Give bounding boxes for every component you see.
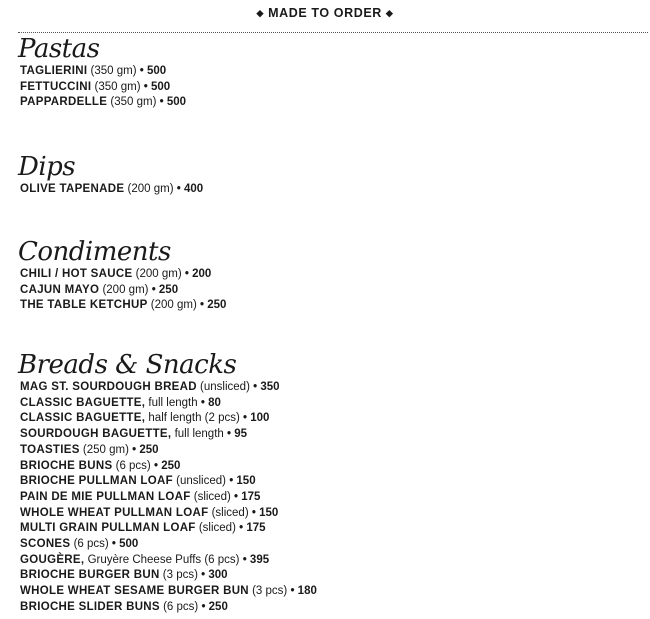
item-detail: (unsliced)	[196, 381, 254, 393]
item-list	[18, 267, 226, 314]
item-price: • 95	[227, 428, 248, 441]
menu-item	[20, 568, 317, 584]
item-list	[18, 182, 203, 198]
menu-item	[20, 283, 226, 299]
item-name: CAJUN MAYO	[20, 283, 100, 296]
item-price: • 250	[201, 600, 228, 613]
section-title: Pastas	[18, 34, 100, 64]
item-name: TAGLIERINI	[20, 65, 88, 77]
menu-item	[20, 474, 317, 490]
item-detail: (350 gm)	[87, 65, 140, 77]
item-price: • 200	[184, 268, 212, 280]
section-title: Breads & Snacks	[18, 350, 237, 380]
item-name: BRIOCHE BUNS	[20, 459, 113, 472]
item-detail: (sliced)	[208, 506, 252, 519]
item-detail: (200 gm)	[147, 299, 200, 312]
item-price: • 150	[229, 475, 256, 488]
item-price: • 150	[251, 506, 279, 519]
item-name: CHILI / HOT SAUCE	[20, 268, 133, 280]
diamond-right-icon: ◆	[385, 8, 394, 18]
item-price: • 350	[253, 381, 280, 393]
item-detail: half length (2 pcs)	[145, 412, 244, 425]
item-price: • 500	[143, 80, 171, 93]
item-price: • 250	[199, 299, 227, 312]
menu-item	[20, 80, 186, 96]
section-dips	[18, 152, 203, 198]
menu-item	[20, 459, 317, 475]
item-name: THE TABLE KETCHUP	[20, 299, 148, 312]
item-detail: (350 gm)	[107, 96, 160, 109]
item-detail: (3 pcs)	[248, 585, 291, 598]
menu-item	[20, 553, 317, 569]
item-price: • 250	[151, 283, 179, 296]
section-condiments	[18, 237, 226, 314]
item-name: BRIOCHE SLIDER BUNS	[20, 600, 160, 613]
menu-item	[20, 490, 317, 506]
section-pastas	[18, 34, 186, 111]
item-detail: (350 gm)	[91, 80, 144, 93]
menu-item	[20, 521, 317, 537]
item-name: WHOLE WHEAT SESAME BURGER BUN	[20, 585, 249, 598]
item-price: • 180	[290, 585, 317, 598]
menu-item	[20, 584, 317, 600]
item-detail: (6 pcs)	[159, 600, 202, 613]
item-detail: (250 gm)	[79, 443, 133, 456]
item-list	[18, 64, 186, 111]
item-detail: (sliced)	[195, 522, 240, 535]
item-name: FETTUCCINI	[20, 80, 92, 93]
item-detail: Gruyère Cheese Puffs (6 pcs)	[84, 553, 243, 566]
item-price: • 175	[239, 522, 266, 535]
menu-item	[20, 298, 226, 314]
item-name: TOASTIES	[20, 443, 80, 456]
section-breads-and-snacks	[18, 350, 317, 616]
item-name: MAG ST. SOURDOUGH BREAD	[20, 381, 197, 393]
item-name: GOUGÈRE,	[20, 553, 85, 566]
item-price: • 395	[242, 553, 270, 566]
item-name: SOURDOUGH BAGUETTE,	[20, 428, 172, 441]
item-detail: full length	[171, 428, 227, 441]
item-name: PAIN DE MIE PULLMAN LOAF	[20, 490, 191, 503]
menu-item	[20, 267, 226, 283]
menu-item	[20, 443, 317, 459]
item-detail: (sliced)	[190, 490, 234, 503]
item-name: OLIVE TAPENADE	[20, 183, 125, 195]
section-title: Dips	[18, 152, 76, 182]
item-name: CLASSIC BAGUETTE,	[20, 396, 146, 409]
item-name: BRIOCHE PULLMAN LOAF	[20, 475, 173, 488]
item-price: • 500	[139, 65, 167, 77]
item-price: • 250	[132, 443, 159, 456]
menu-item	[20, 396, 317, 412]
item-price: • 175	[234, 490, 261, 503]
item-name: BRIOCHE BURGER BUN	[20, 569, 160, 582]
menu-item	[20, 182, 203, 198]
menu-item	[20, 95, 186, 111]
item-name: PAPPARDELLE	[20, 96, 108, 109]
item-name: SCONES	[20, 538, 71, 551]
item-detail: (200 gm)	[99, 283, 152, 296]
item-price: • 500	[159, 96, 187, 109]
menu-item	[20, 411, 317, 427]
item-price: • 250	[153, 459, 181, 472]
item-name: CLASSIC BAGUETTE,	[20, 412, 146, 425]
item-detail: (6 pcs)	[70, 538, 112, 551]
item-detail: full length	[145, 396, 201, 409]
item-name: MULTI GRAIN PULLMAN LOAF	[20, 522, 196, 535]
section-title: Condiments	[18, 237, 171, 267]
item-price: • 300	[201, 569, 228, 582]
item-name: WHOLE WHEAT PULLMAN LOAF	[20, 506, 209, 519]
menu-item	[20, 64, 186, 80]
menu-item	[20, 427, 317, 443]
item-price: • 400	[176, 183, 204, 195]
diamond-left-icon: ◆	[256, 8, 265, 18]
item-price: • 80	[200, 396, 221, 409]
header-title: MADE TO ORDER	[268, 6, 382, 20]
item-detail: (200 gm)	[132, 268, 185, 280]
menu-item	[20, 537, 317, 553]
menu-item	[20, 380, 317, 396]
dotted-divider	[18, 32, 648, 33]
menu-header	[0, 6, 650, 20]
item-list	[18, 380, 317, 616]
item-price: • 100	[243, 412, 270, 425]
item-detail: (3 pcs)	[159, 569, 202, 582]
menu-item	[20, 600, 317, 616]
menu-item	[20, 506, 317, 522]
item-detail: (200 gm)	[124, 183, 177, 195]
item-price: • 500	[111, 538, 139, 551]
item-detail: (6 pcs)	[112, 459, 154, 472]
item-detail: (unsliced)	[172, 475, 230, 488]
